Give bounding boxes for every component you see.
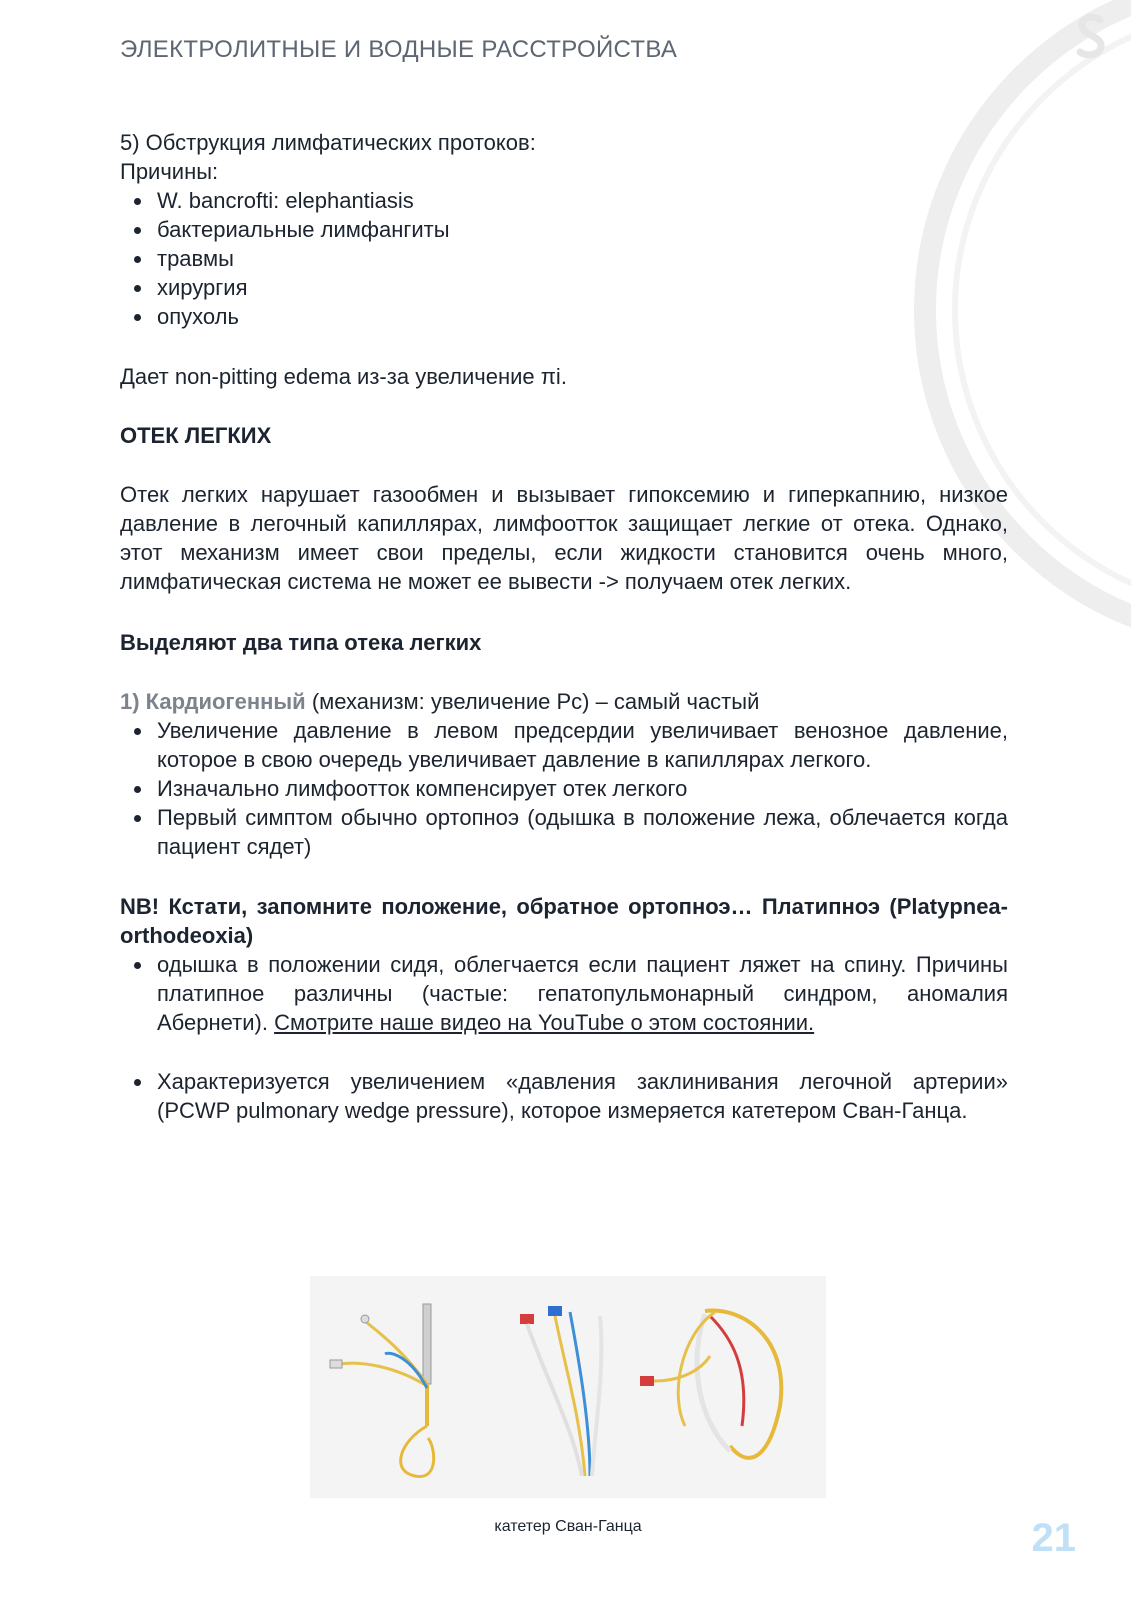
types-heading: Выделяют два типа отека легких <box>120 630 482 655</box>
page-number: 21 <box>1031 1516 1076 1560</box>
list-item: Характеризуется увеличением «давления заклинивания легочной артерии» (PCWP pulmonary wedge pressure), которое измеряется катетером Сван-Ганца. <box>120 1067 1008 1125</box>
list-item: хирургия <box>120 273 1008 302</box>
list-item: травмы <box>120 244 1008 273</box>
list-item: опухоль <box>120 302 1008 331</box>
pcwp-bullets <box>120 1067 1008 1125</box>
list-item: Первый симптом обычно ортопноэ (одышка в положение лежа, облечается когда пациент сядет) <box>120 803 1008 861</box>
type1-line <box>120 687 1008 716</box>
causes-list <box>120 186 1008 331</box>
platypnea-bullets <box>120 950 1008 1037</box>
pulmonary-edema-heading: ОТЕК ЛЕГКИХ <box>120 423 272 448</box>
swan-ganz-catheter-image <box>310 1276 826 1498</box>
list-item: W. bancrofti: elephantiasis <box>120 186 1008 215</box>
type1-label: 1) Кардиогенный <box>120 689 306 714</box>
type1-description: (механизм: увеличение Pc) – самый частый <box>305 689 760 714</box>
youtube-video-link[interactable]: Смотрите наше видео на YouTube о этом состоянии. <box>274 1010 815 1035</box>
list-item <box>120 950 1008 1037</box>
page-header-title: ЭЛЕКТРОЛИТНЫЕ И ВОДНЫЕ РАССТРОЙСТВА <box>120 36 678 63</box>
list-item: Изначально лимфоотток компенсирует отек легкого <box>120 774 1008 803</box>
non-pitting-note: Дает non-pitting edema из-за увеличение πi. <box>120 364 567 389</box>
list-item: бактериальные лимфангиты <box>120 215 1008 244</box>
platypnea-description: одышка в положении сидя, облегчается если пациент ляжет на спину. Причины платипное различны (частые: гепатопульмонарный синдром, аномалия Абернети). <box>157 952 1008 1035</box>
main-content <box>120 128 1008 1125</box>
brand-logo-icon <box>1074 14 1108 60</box>
list-item: Увеличение давление в левом предсердии увеличивает венозное давление, которое в свою очередь увеличивает давление в капиллярах легкого. <box>120 716 1008 774</box>
catheter-illustration <box>310 1276 826 1498</box>
pulmonary-edema-paragraph: Отек легких нарушает газообмен и вызывает гипоксемию и гиперкапнию, низкое давление в легочный капиллярах, лимфоотток защищает легкие от отека. Однако, этот механизм имеет свои пределы, если жидкости становится очень много, лимфатическая система не может ее вывести -> получаем отек легких. <box>120 482 1008 594</box>
section-5-title: 5) Обструкция лимфатических протоков: <box>120 130 536 155</box>
figure-caption: катетер Сван-Ганца <box>494 1518 642 1535</box>
type1-bullets <box>120 716 1008 861</box>
nb-platypnea-note: NB! Кстати, запомните положение, обратное ортопноэ… Платипноэ (Platypnea-orthodeoxia) <box>120 894 1008 948</box>
causes-label: Причины: <box>120 159 219 184</box>
